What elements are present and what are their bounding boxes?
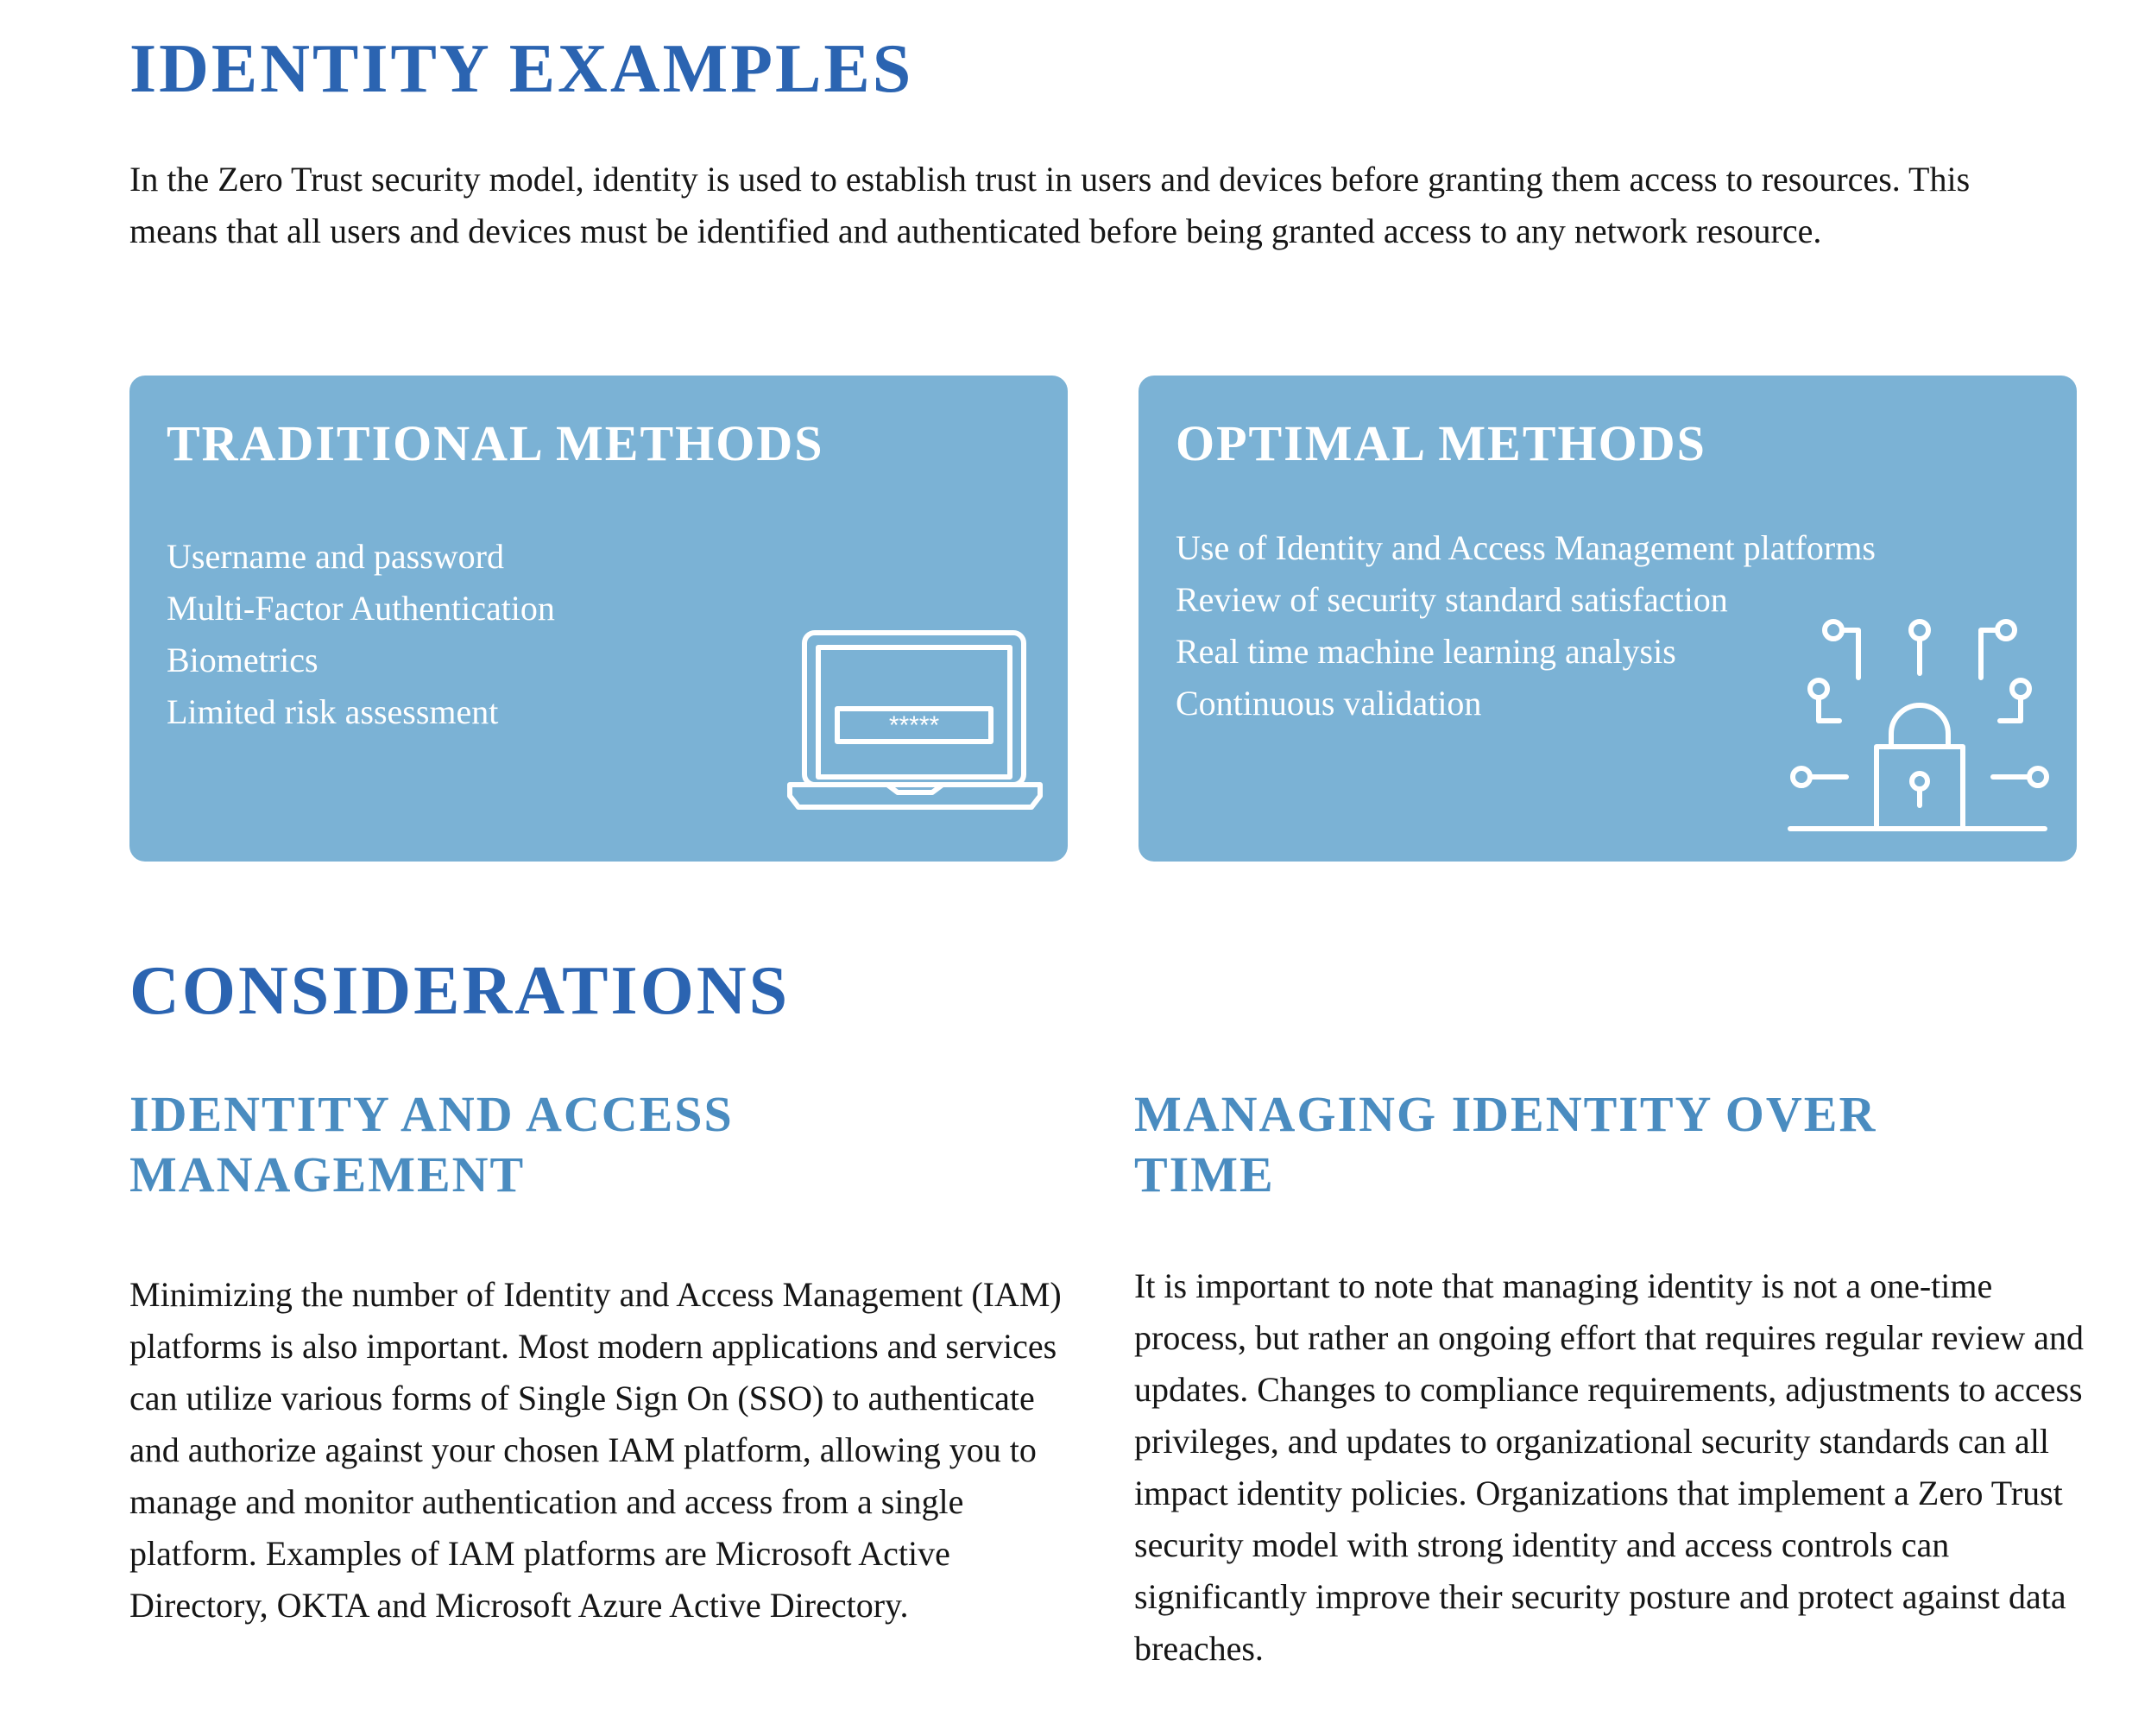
managing-identity-paragraph: It is important to note that managing identity is not a one-time process, but rather an ongoing effort that requires regular review and updates. Changes to compliance requirements, adjustments to access privileges, and updates to organizational security standards can all impact identity policies. Organizations that implement a Zero Trust security model with strong identity and access controls can significantly improve their security posture and protect against data breaches. [1134,1266,2084,1668]
optimal-methods-title: OPTIMAL METHODS [1176,415,1706,471]
list-item: Username and password [167,537,504,576]
considerations-title: CONSIDERATIONS [129,953,791,1029]
circuit-lock-icon [1786,617,2053,833]
optimal-methods-list [1176,522,1876,729]
iam-paragraph: Minimizing the number of Identity and Access Management (IAM) platforms is also important. Most modern applications and services can utilize various forms of Single Sign On (SSO) to authenticate and authorize against your chosen IAM platform, allowing you to manage and monitor authentication and access from a single platform. Examples of IAM platforms are Microsoft Active Directory, OKTA and Microsoft Azure Active Directory. [129,1275,1062,1625]
identity-intro-text: In the Zero Trust security model, identity is used to establish trust in users and devices before granting them access to resources. This means that all users and devices must be identified and authenticated before being granted access to any network resource. [129,160,1971,250]
traditional-methods-list [167,531,555,738]
list-item: Review of security standard satisfaction [1176,580,1728,619]
list-item: Limited risk assessment [167,692,499,731]
list-item: Multi-Factor Authentication [167,589,555,628]
optimal-methods-panel [1139,376,2077,862]
password-mask-text: ***** [888,711,940,740]
managing-identity-heading: MANAGING IDENTITY OVER TIME [1134,1086,1877,1203]
list-item: Use of Identity and Access Management platforms [1176,528,1876,567]
list-item: Continuous validation [1176,684,1482,723]
list-item: Real time machine learning analysis [1176,632,1676,671]
laptop-password-icon [785,628,1044,814]
traditional-methods-panel [129,376,1068,862]
identity-examples-title: IDENTITY EXAMPLES [129,31,914,107]
iam-heading: IDENTITY AND ACCESS MANAGEMENT [129,1086,734,1203]
list-item: Biometrics [167,641,319,679]
traditional-methods-title: TRADITIONAL METHODS [167,415,824,471]
